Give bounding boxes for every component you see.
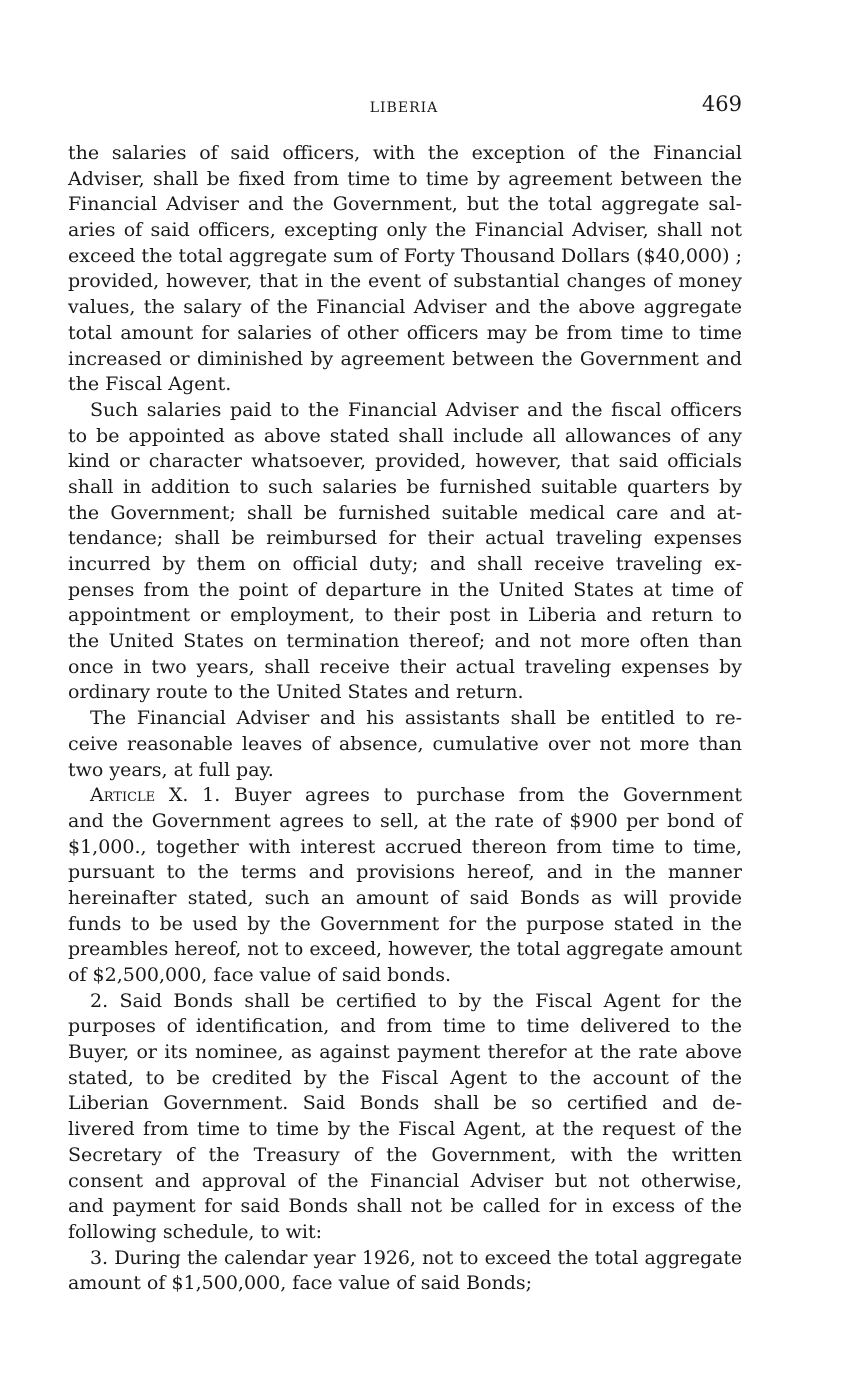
text-line: hereinafter stated, such an amount of said Bonds as will provide — [68, 886, 742, 909]
text-line: 3. During the calendar year 1926, not to exceed the total aggregate — [90, 1246, 742, 1269]
text-line: to be appointed as above stated shall include all allowances of any — [68, 424, 742, 447]
text-line: the Government; shall be furnished suitable medical care and at- — [68, 501, 742, 524]
running-head: LIBERIA — [369, 100, 439, 116]
page-header — [66, 92, 742, 122]
text-line: livered from time to time by the Fiscal Agent, at the request of the — [68, 1118, 742, 1141]
text-line: the salaries of said officers, with the exception of the Financial — [68, 142, 742, 164]
text-line: Adviser, shall be fixed from time to time by agreement between the — [68, 167, 742, 190]
article-label: Article X. — [90, 784, 189, 807]
text-line: once in two years, shall receive their actual traveling expenses by — [68, 655, 742, 678]
paragraph-salaries-continued — [68, 141, 742, 398]
text-line: stated, to be credited by the Fiscal Agent to the account of the — [68, 1066, 742, 1089]
page-number: 469 — [701, 92, 742, 116]
text-line: Secretary of the Treasury of the Government, with the written — [68, 1143, 742, 1166]
text-line: Liberian Government. Said Bonds shall be so certified and de- — [68, 1092, 742, 1115]
paragraph-certification — [68, 989, 742, 1246]
text-line: preambles hereof, not to exceed, however, the total aggregate amount — [68, 938, 742, 961]
text-line: kind or character whatsoever, provided, however, that said officials — [68, 450, 742, 473]
text-line: Financial Adviser and the Government, but the total aggregate sal- — [68, 193, 742, 216]
text-line: amount of $1,500,000, face value of said Bonds; — [68, 1272, 533, 1295]
text-line: the Fiscal Agent. — [68, 373, 232, 396]
text-line: Such salaries paid to the Financial Adviser and the fiscal officers — [90, 398, 742, 421]
text-line: and payment for said Bonds shall not be called for in excess of the — [68, 1195, 742, 1218]
text-line: and the Government agrees to sell, at the rate of $900 per bond of — [68, 809, 742, 832]
text-line: aries of said officers, excepting only the Financial Adviser, shall not — [68, 219, 742, 242]
text-line — [68, 783, 742, 809]
article-text: 1. Buyer agrees to purchase from the Government — [188, 784, 742, 807]
text-line: Buyer, or its nominee, as against payment therefor at the rate above — [68, 1041, 742, 1064]
body-text — [68, 141, 742, 1297]
text-line: increased or diminished by agreement between the Government and — [68, 347, 742, 370]
text-line: penses from the point of departure in the United States at time of — [68, 578, 742, 601]
text-line: funds to be used by the Government for the purpose stated in the — [68, 912, 742, 935]
text-line: ordinary route to the United States and return. — [68, 681, 524, 704]
text-line: tendance; shall be reimbursed for their actual traveling expenses — [68, 527, 742, 550]
text-line: total amount for salaries of other officers may be from time to time — [68, 321, 742, 344]
text-line: values, the salary of the Financial Adviser and the above aggregate — [68, 296, 742, 319]
paragraph-allowances — [68, 398, 742, 706]
paragraph-article-x — [68, 783, 742, 989]
text-line: incurred by them on official duty; and shall receive traveling ex- — [68, 553, 742, 575]
text-line: shall in addition to such salaries be furnished suitable quarters by — [68, 475, 742, 498]
text-line: 2. Said Bonds shall be certified to by the Fiscal Agent for the — [90, 989, 742, 1012]
text-line: pursuant to the terms and provisions hereof, and in the manner — [68, 861, 742, 884]
text-line: appointment or employment, to their post in Liberia and return to — [68, 604, 742, 627]
text-line: ceive reasonable leaves of absence, cumulative over not more than — [68, 732, 742, 755]
text-line: The Financial Adviser and his assistants shall be entitled to re- — [90, 707, 742, 730]
text-line: provided, however, that in the event of substantial changes of money — [68, 270, 742, 293]
text-line: two years, at full pay. — [68, 758, 274, 781]
text-line: exceed the total aggregate sum of Forty Thousand Dollars ($40,000) ; — [68, 244, 742, 267]
text-line: the United States on termination thereof; and not more often than — [68, 630, 742, 653]
paragraph-leave — [68, 706, 742, 783]
text-line: purposes of identification, and from time to time delivered to the — [68, 1015, 742, 1038]
text-line: consent and approval of the Financial Adviser but not otherwise, — [68, 1169, 742, 1192]
text-line: $1,000., together with interest accrued thereon from time to time, — [68, 835, 742, 858]
text-line: of $2,500,000, face value of said bonds. — [68, 964, 451, 986]
paragraph-schedule-1926 — [68, 1246, 742, 1297]
text-line: following schedule, to wit: — [68, 1220, 323, 1243]
